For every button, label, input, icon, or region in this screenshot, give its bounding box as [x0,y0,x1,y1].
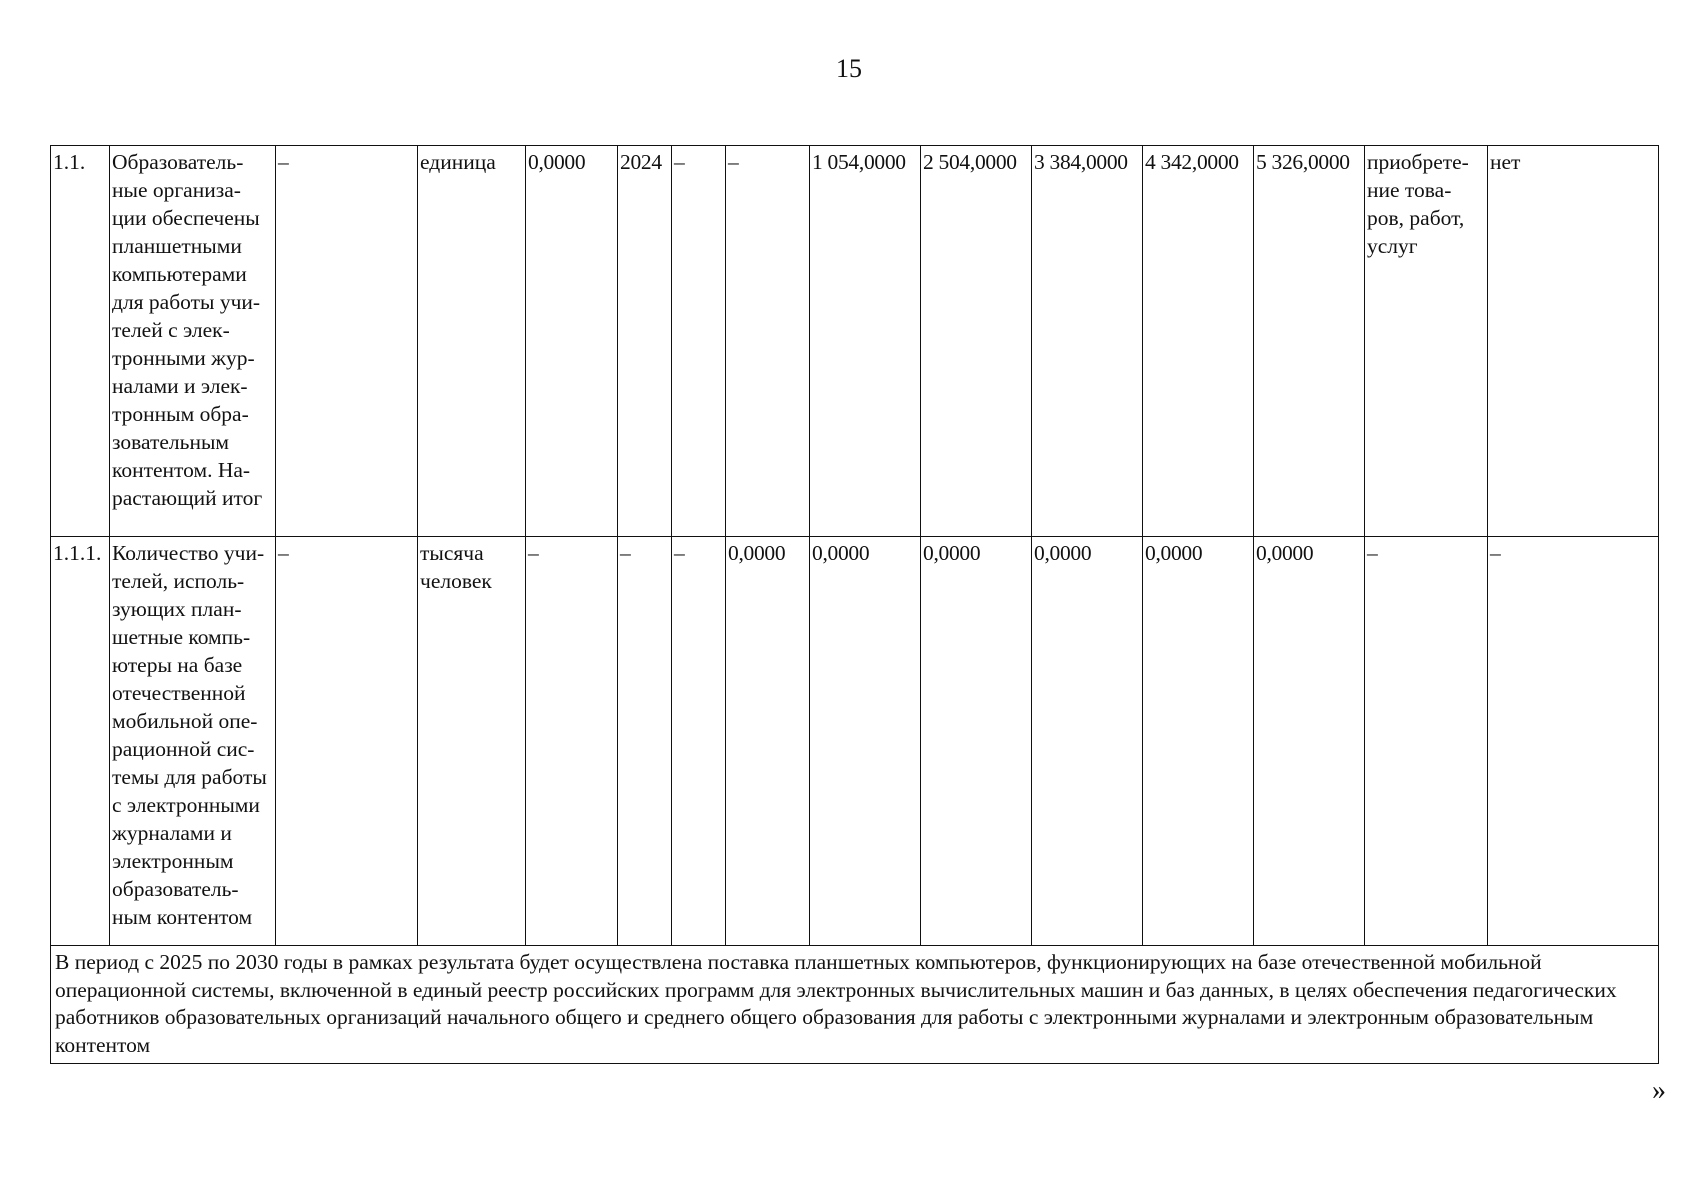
type-cell: – [1365,537,1488,946]
unit-cell: тысяча человек [418,537,526,946]
value-2027-cell: 3 384,0000 [1032,146,1143,537]
cell-col7: – [672,537,726,946]
value-2026-cell: 0,0000 [921,537,1032,946]
unit-cell: единица [418,146,526,537]
indicator-name: Образователь- ные организа- ции обеспечены планшетными компьютерами для работы учи- телей с элек- тронными жур- налами и элек- тронным обра- зовательным контентом. На- растающий итог [110,146,276,537]
cell-col8: 0,0000 [726,537,810,946]
page-number: 15 [836,54,862,83]
row-number: 1.1.1. [51,537,110,946]
value-2026-cell: 2 504,0000 [921,146,1032,537]
indicator-name: Количество учи- телей, исполь- зующих план- шетные компь- ютеры на базе отечественной мобильной опе- рационной сис- темы для работы с электронными журналами и электронным образователь- ным контентом [110,537,276,946]
row-number: 1.1. [51,146,110,537]
value-2029-cell: 5 326,0000 [1254,146,1365,537]
value-2025-cell: 1 054,0000 [810,146,921,537]
base-year-cell: – [618,537,672,946]
value-2028-cell: 0,0000 [1143,537,1254,946]
value-2028-cell: 4 342,0000 [1143,146,1254,537]
base-value-cell: – [526,537,618,946]
cell-col8: – [726,146,810,537]
base-year-cell: 2024 [618,146,672,537]
type-cell: приобрете- ние това- ров, работ, услуг [1365,146,1488,537]
note-row [51,946,1659,1064]
results-table [50,145,1659,1064]
closing-quote: » [1652,1075,1666,1106]
table-row [51,537,1659,946]
cell-col7: – [672,146,726,537]
cell-col3: – [276,537,418,946]
cell-col3: – [276,146,418,537]
value-2025-cell: 0,0000 [810,537,921,946]
note-text: В период с 2025 по 2030 годы в рамках результата будет осуществлена поставка планшетных компьютеров, функционирующих на базе отечественной мобильной операционной системы, включенной в единый реестр российских программ для электронных вычислительных машин и баз данных, в целях обеспечения педагогических работников образовательных организаций начального общего и среднего общего образования для работы с электронными журналами и электронным образовательным контентом [51,946,1659,1064]
last-cell: – [1488,537,1659,946]
value-2029-cell: 0,0000 [1254,537,1365,946]
table-row [51,146,1659,537]
base-value-cell: 0,0000 [526,146,618,537]
value-2027-cell: 0,0000 [1032,537,1143,946]
last-cell: нет [1488,146,1659,537]
